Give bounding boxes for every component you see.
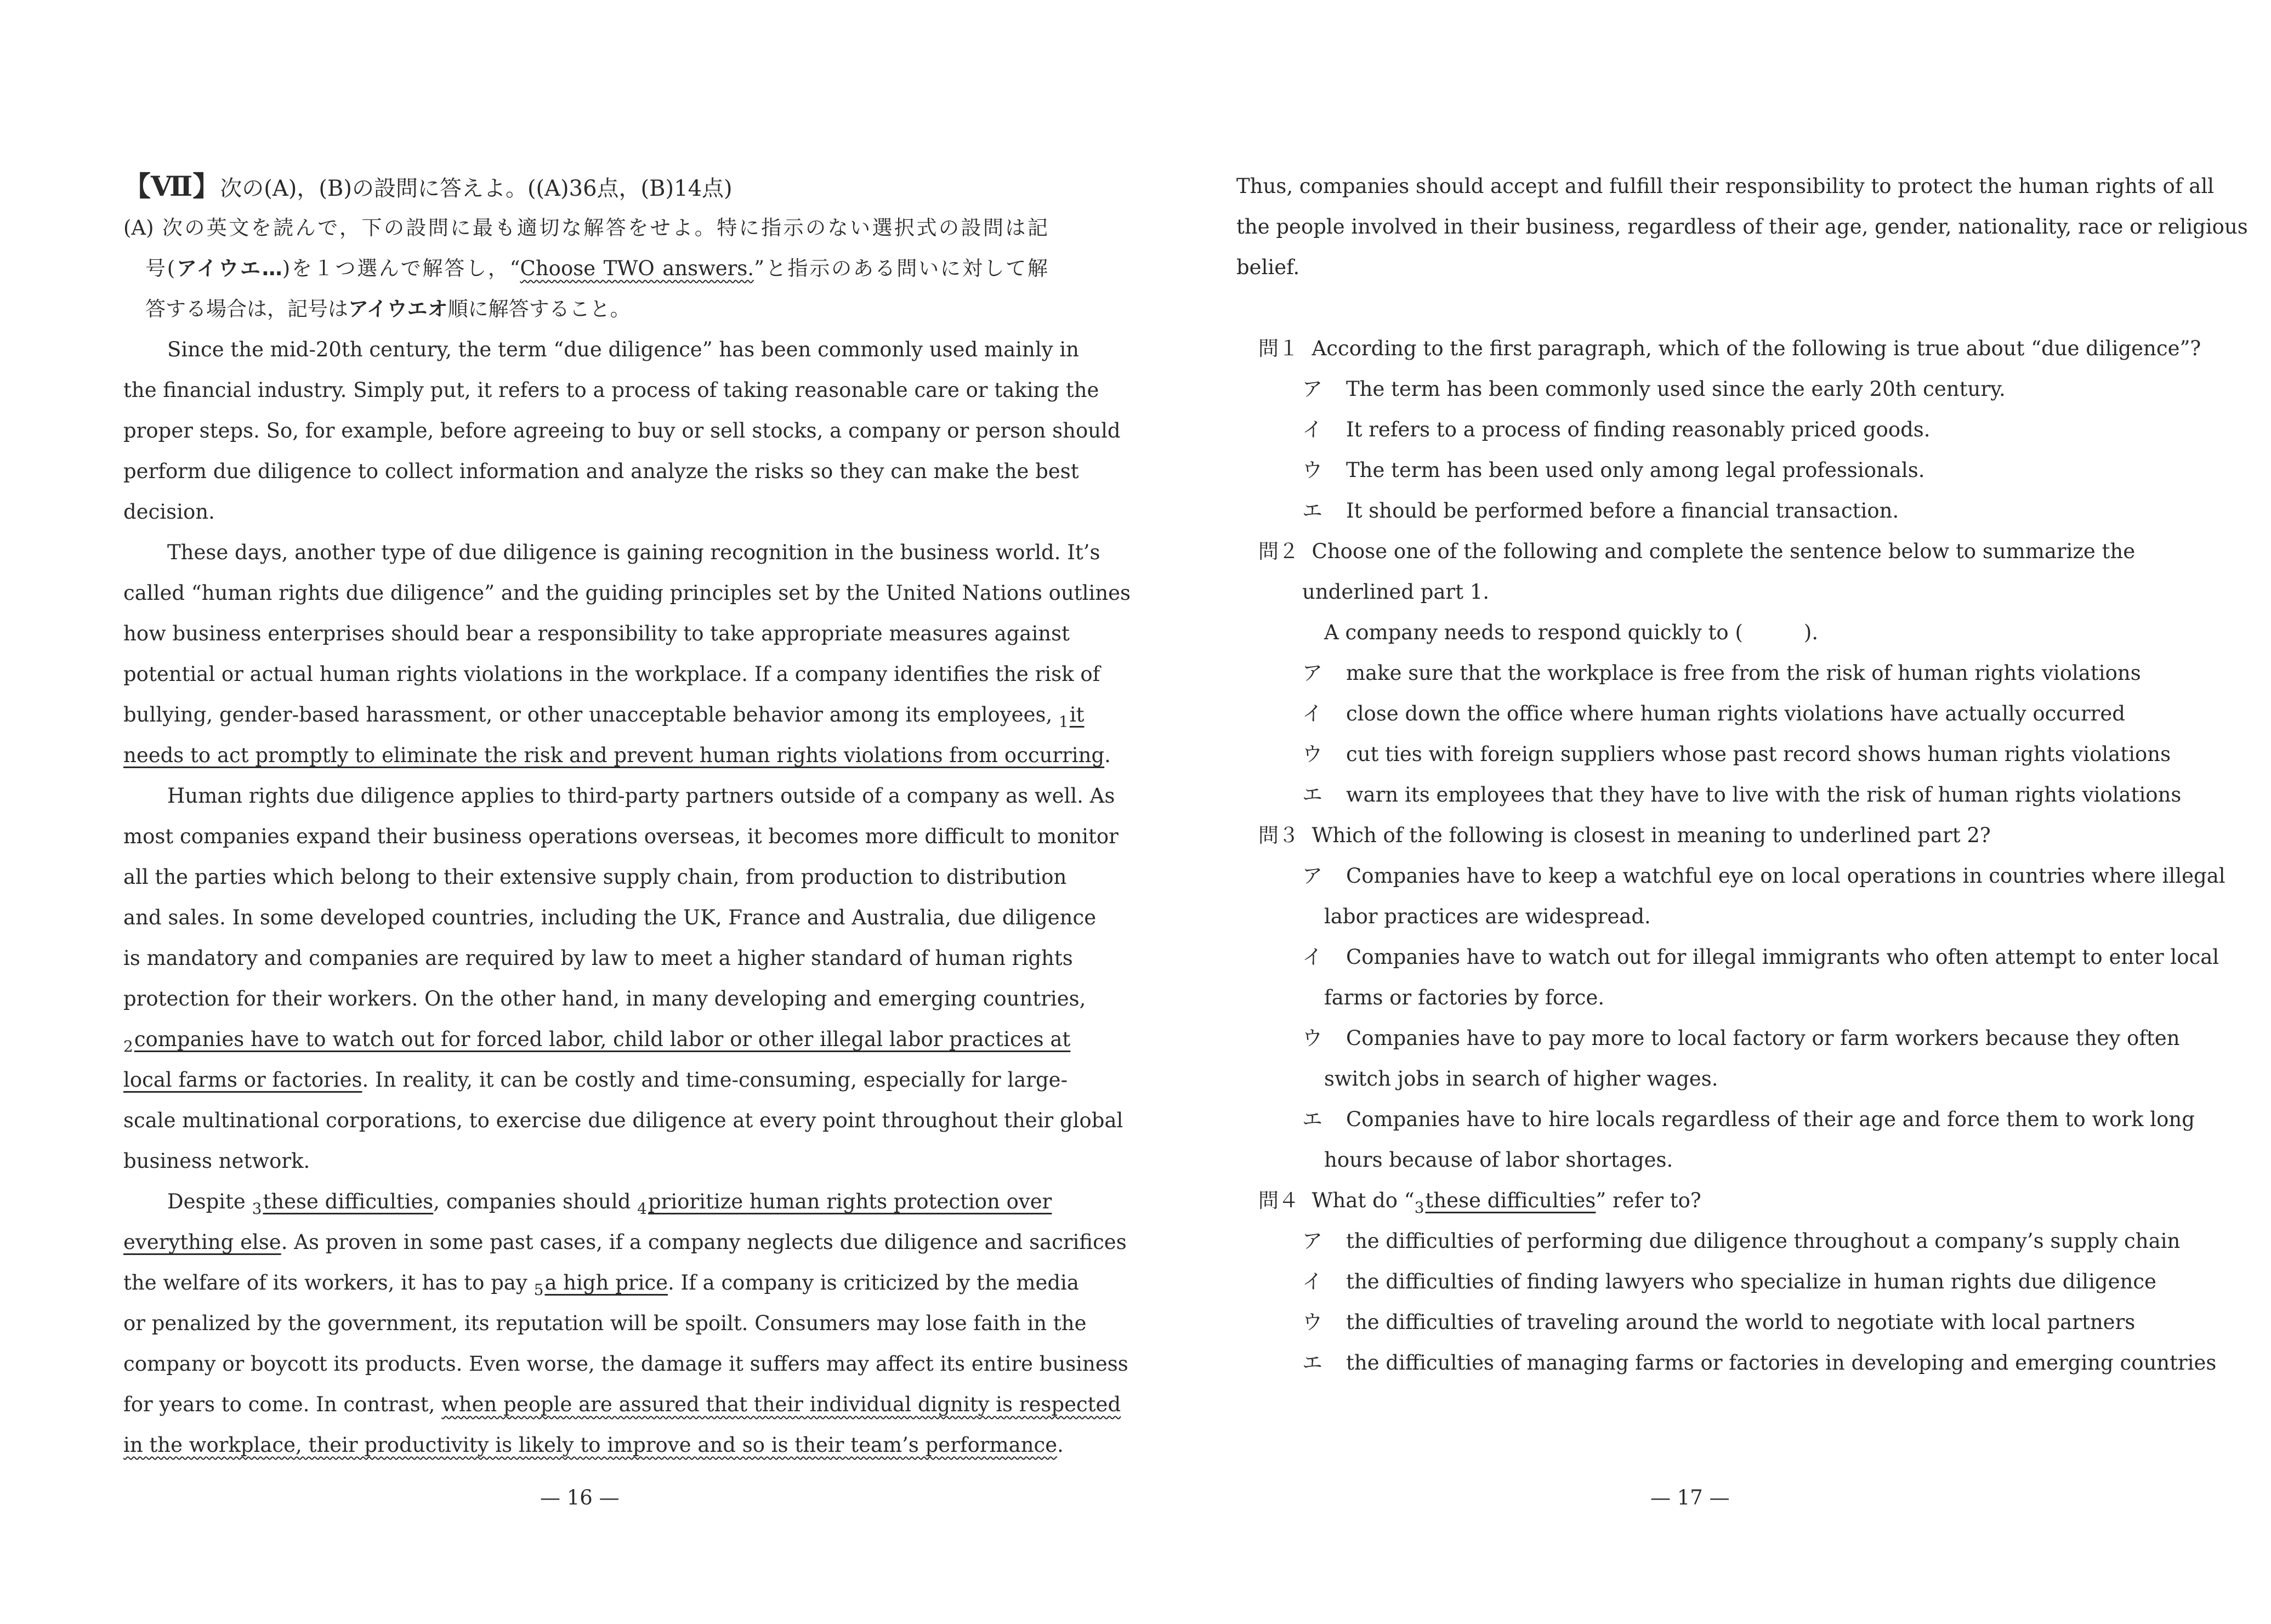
question-2-cont: underlined part 1. (1302, 580, 1490, 604)
option-u[interactable]: ウ Companies have to pay more to local factory or farm workers because they often (1302, 1026, 2180, 1050)
option-e[interactable]: エ Companies have to hire locals regardless of their age and force them to work long (1302, 1108, 2195, 1131)
paragraph-line: Human rights due diligence applies to third-party partners outside of a company as well. As (167, 784, 1115, 808)
paragraph-line: needs to act promptly to eliminate the risk and prevent human rights violations from occurring. (123, 743, 1111, 767)
option-a[interactable]: ア The term has been commonly used since the early 20th century. (1302, 377, 2006, 401)
paragraph-line: in the workplace, their productivity is likely to improve and so is their team’s performance. (123, 1433, 1064, 1457)
question-2: 問２ Choose one of the following and complete the sentence below to summarize the (1258, 540, 2136, 563)
option-e[interactable]: エ It should be performed before a financial transaction. (1302, 499, 1899, 523)
paragraph-line: for years to come. In contrast, when people are assured that their individual dignity is respected (123, 1393, 1121, 1416)
question-1: 問１ According to the first paragraph, which of the following is true about “due diligence”? (1258, 337, 2201, 360)
option-i[interactable]: イ It refers to a process of finding reasonably priced goods. (1302, 418, 1931, 441)
paragraph-line: called “human rights due diligence” and the guiding principles set by the United Nations outlines (123, 581, 1131, 605)
paragraph-line: how business enterprises should bear a responsibility to take appropriate measures against (123, 622, 1070, 645)
option-u-cont: switch jobs in search of higher wages. (1324, 1067, 1718, 1091)
option-i[interactable]: イ close down the office where human rights violations have actually occurred (1302, 702, 2125, 725)
paragraph-line: company or boycott its products. Even worse, the damage it suffers may affect its entire business (123, 1352, 1128, 1376)
option-a[interactable]: ア the difficulties of performing due diligence throughout a company’s supply chain (1302, 1229, 2181, 1253)
paragraph-line: most companies expand their business operations overseas, it becomes more difficult to monitor (123, 825, 1119, 848)
paragraph-line: everything else. As proven in some past cases, if a company neglects due diligence and sacrifices (123, 1230, 1127, 1254)
paragraph-line: belief. (1236, 255, 1300, 279)
option-a-cont: labor practices are widespread. (1324, 905, 1651, 928)
instruction-line: 答する場合は，記号はアイウエオ順に解答すること。 (145, 297, 631, 321)
page-number: — 16 — (540, 1486, 620, 1509)
option-i[interactable]: イ the difficulties of finding lawyers who specialize in human rights due diligence (1302, 1270, 2156, 1293)
option-e[interactable]: エ the difficulties of managing farms or factories in developing and emerging countries (1302, 1351, 2217, 1375)
paragraph-line: and sales. In some developed countries, including the UK, France and Australia, due diligence (123, 906, 1097, 929)
paragraph-line: is mandatory and companies are required by law to meet a higher standard of human rights (123, 946, 1073, 970)
paragraph-line: Despite $_3$these difficulties, companies should $_4$prioritize human rights protection over (167, 1190, 1052, 1218)
paragraph-line: protection for their workers. On the other hand, in many developing and emerging countries, (123, 987, 1086, 1010)
paragraph-line: all the parties which belong to their extensive supply chain, from production to distribution (123, 865, 1067, 889)
underlined-part-1: needs to act promptly to eliminate the risk and prevent human rights violations from occurring (123, 743, 1105, 767)
paragraph-line: Since the mid-20th century, the term “due diligence” has been commonly used mainly in (167, 338, 1079, 361)
underlined-part-4: prioritize human rights protection over (648, 1190, 1052, 1213)
paragraph-line: potential or actual human rights violations in the workplace. If a company identifies the risk of (123, 662, 1100, 686)
underlined-part-2: companies have to watch out for forced labor, child labor or other illegal labor practices at (134, 1027, 1071, 1051)
option-u[interactable]: ウ The term has been used only among legal professionals. (1302, 458, 1925, 482)
question-4: 問４ What do “$_3these$ difficulties” refer to? (1258, 1189, 1701, 1217)
paragraph-line: business network. (123, 1149, 310, 1173)
paragraph-line: the welfare of its workers, it has to pay $_5$a high price. If a company is criticized by the media (123, 1271, 1079, 1299)
paragraph-line: decision. (123, 500, 215, 524)
paragraph-line: perform due diligence to collect information and analyze the risks so they can make the best (123, 459, 1079, 483)
question-2-prompt: A company needs to respond quickly to ( ). (1324, 621, 1819, 644)
option-u[interactable]: ウ the difficulties of traveling around the world to negotiate with local partners (1302, 1310, 2136, 1334)
section-title: 【Ⅶ】次の(A)，(B)の設問に答えよ。((A)36点，(B)14点) (123, 170, 733, 202)
option-e[interactable]: エ warn its employees that they have to live with the risk of human rights violations (1302, 783, 2182, 807)
option-a[interactable]: ア Companies have to keep a watchful eye on local operations in countries where illegal (1302, 864, 2225, 888)
underlined-part-3: these difficulties (263, 1190, 434, 1213)
page-number: — 17 — (1650, 1486, 1730, 1509)
paragraph-line: proper steps. So, for example, before agreeing to buy or sell stocks, a company or person should (123, 419, 1121, 442)
paragraph-line: These days, another type of due diligence is gaining recognition in the business world. It’s (167, 541, 1100, 564)
option-e-cont: hours because of labor shortages. (1324, 1148, 1673, 1172)
instruction-line: (A) 次の英文を読んで，下の設問に最も適切な解答をせよ。特に指示のない選択式の設問は記 (123, 216, 1048, 240)
option-i-cont: farms or factories by force. (1324, 986, 1605, 1009)
instruction-line: 号(アイウエ…)を１つ選んで解答し，“Choose TWO answers.”と指示のある問いに対して解 (145, 257, 1048, 280)
paragraph-line: or penalized by the government, its reputation will be spoilt. Consumers may lose faith in the (123, 1311, 1087, 1335)
question-3: 問３ Which of the following is closest in meaning to underlined part 2? (1258, 824, 1991, 847)
paragraph-line: bullying, gender-based harassment, or other unacceptable behavior among its employees, $_1$it (123, 703, 1085, 731)
option-i[interactable]: イ Companies have to watch out for illegal immigrants who often attempt to enter local (1302, 945, 2219, 969)
paragraph-line: the people involved in their business, regardless of their age, gender, nationality, race or religious (1236, 215, 2248, 239)
option-a[interactable]: ア make sure that the workplace is free from the risk of human rights violations (1302, 661, 2141, 685)
paragraph-line: the financial industry. Simply put, it refers to a process of taking reasonable care or taking the (123, 378, 1099, 402)
paragraph-line: Thus, companies should accept and fulfill their responsibility to protect the human rights of all (1236, 174, 2215, 198)
paragraph-line: scale multinational corporations, to exercise due diligence at every point throughout their global (123, 1109, 1123, 1132)
paragraph-line: $_2$companies have to watch out for forced labor, child labor or other illegal labor practices at (123, 1027, 1071, 1055)
option-u[interactable]: ウ cut ties with foreign suppliers whose past record shows human rights violations (1302, 742, 2171, 766)
underlined-part-5: a high price (544, 1271, 668, 1294)
paragraph-line: local farms or factories. In reality, it can be costly and time-consuming, especially for large- (123, 1068, 1068, 1092)
